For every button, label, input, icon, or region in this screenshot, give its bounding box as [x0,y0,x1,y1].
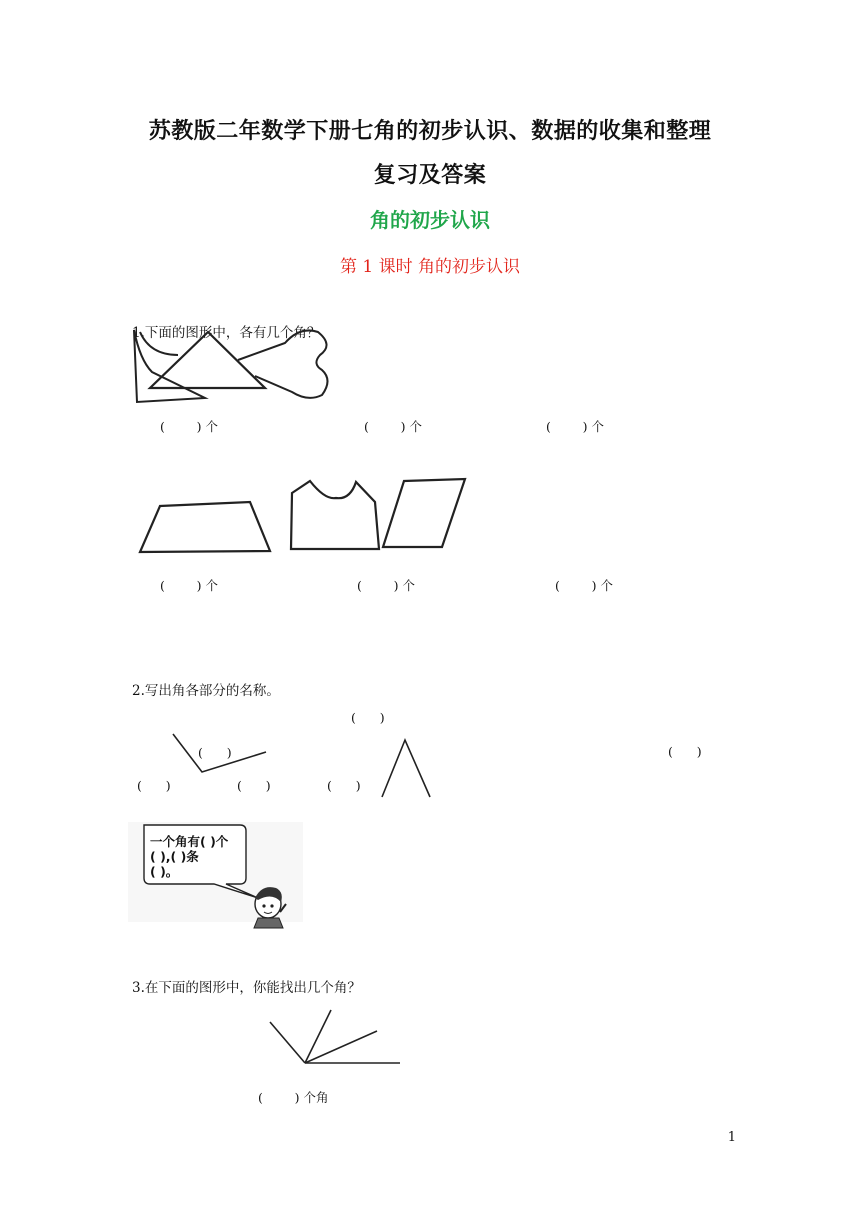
section-title: 角的初步认识 [370,208,490,232]
question-3-text: 3.在下面的图形中，你能找出几个角？ [132,980,361,996]
question-2-text: 2.写出角各部分的名称。 [132,683,280,699]
q2-label-left[interactable]: ( ) [137,778,171,793]
lesson-title: 第 1 课时 角的初步认识 [339,257,521,277]
bubble-line-3: ( )。 [150,864,179,879]
document-title-line2: 复习及答案 [373,163,487,188]
q2-label-mid[interactable]: ( ) [237,778,271,793]
q2-label-vertex-inner[interactable]: ( ) [198,745,232,760]
bubble-line-2: ( ),( )条 [150,849,199,864]
question-1-text: 1.下面的图形中，各有几个角？ [132,325,321,341]
q3-blank[interactable]: ( ) 个角 [258,1090,329,1105]
q1-blank-3[interactable]: ( ) 个 [546,419,605,434]
document-title-line1: 苏教版二年数学下册七角的初步认识、数据的收集和整理 [148,119,712,144]
q1-blank-1[interactable]: ( ) 个 [160,419,219,434]
q1-blank-4[interactable]: ( ) 个 [160,578,219,593]
q2-label-top[interactable]: ( ) [351,710,385,725]
q1-blank-6[interactable]: ( ) 个 [555,578,614,593]
q2-label-side[interactable]: ( ) [327,778,361,793]
q1-blank-2[interactable]: ( ) 个 [364,419,423,434]
bubble-line-1: 一个角有( )个 [150,834,229,849]
page-number: 1 [727,1130,736,1145]
q2-label-right[interactable]: ( ) [668,744,702,759]
q1-blank-5[interactable]: ( ) 个 [357,578,416,593]
